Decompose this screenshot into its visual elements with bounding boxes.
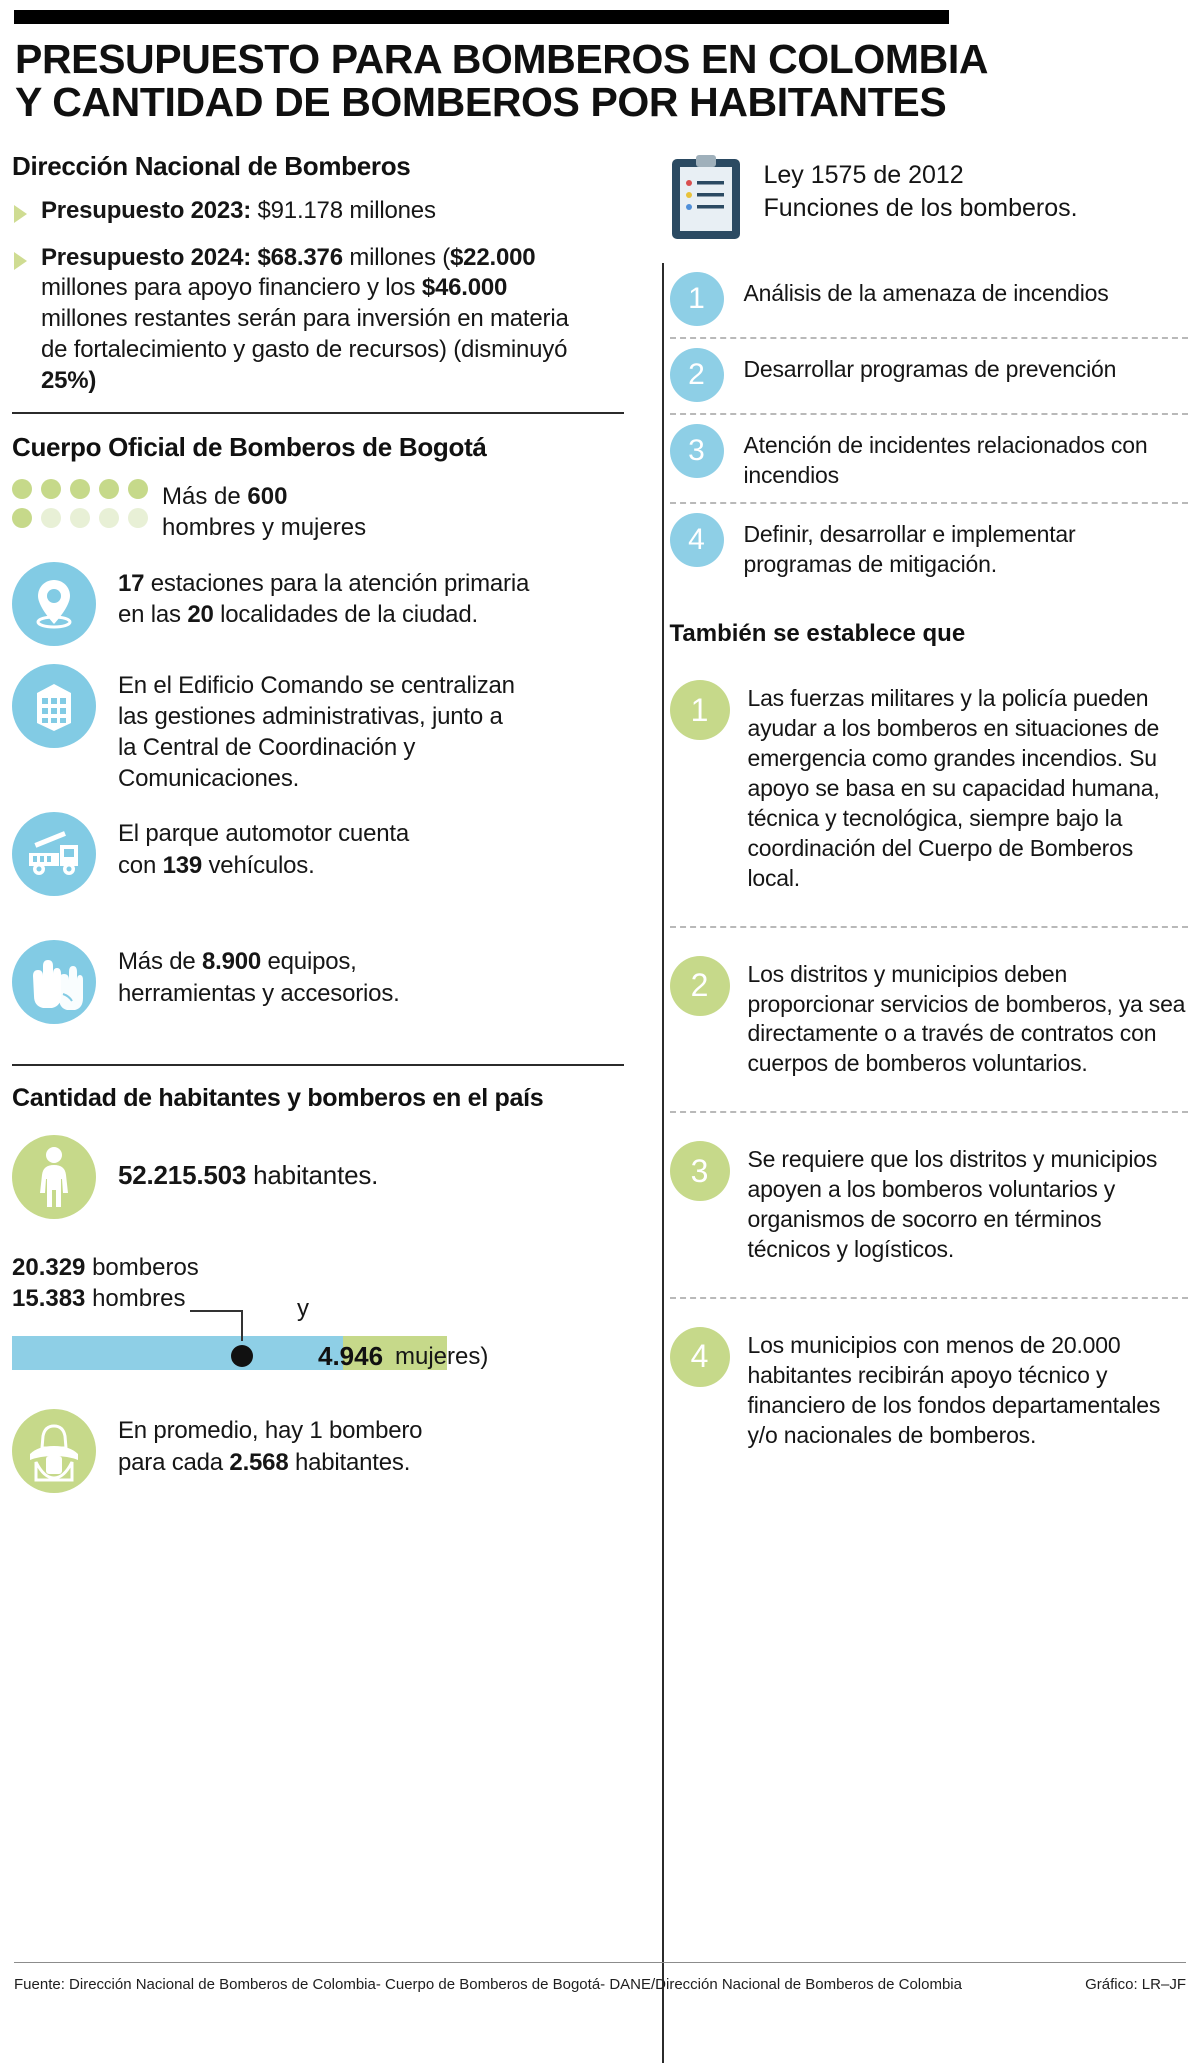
footer: [14, 1976, 1186, 1993]
number-badge: 1: [670, 680, 730, 740]
number-badge: 4: [670, 513, 724, 567]
fact-row-equipment: [12, 940, 624, 1024]
ratio-line1: En promedio, hay 1 bombero: [118, 1417, 423, 1445]
functions-list: [670, 263, 1189, 591]
law-title: [764, 153, 1078, 226]
clipboard-icon: [670, 153, 742, 241]
page-title: [15, 38, 1188, 125]
content-columns: [12, 151, 1188, 1493]
ratio-value: 2.568: [229, 1448, 289, 1476]
dots-row-top: [12, 479, 162, 499]
dashed-divider: [670, 1111, 1189, 1113]
function-item-3: [670, 415, 1189, 502]
dot-filled: [128, 479, 148, 499]
footer-rule: [14, 1962, 1186, 1963]
provision-item-1: [670, 668, 1189, 909]
provisions-title: También se establece que: [669, 620, 966, 648]
fact-text-population: [118, 1135, 378, 1193]
horizontal-rule-2: [12, 1064, 624, 1066]
gloves-icon: [12, 940, 96, 1024]
provision-text: Se requiere que los distritos y municipios apoyen a los bomberos voluntarios y organismos de socorro en términos técnicos y logísticos.: [747, 1146, 1158, 1262]
provision-item-2: [670, 944, 1189, 1096]
fact-text-equipment: Más de 8.900 equipos, herramientas y accesorios.: [118, 948, 400, 1007]
dot-filled: [12, 508, 32, 528]
location-pin-icon: [12, 562, 96, 646]
function-text: Desarrollar programas de prevención: [743, 355, 1117, 382]
function-item-4: [670, 504, 1189, 591]
provision-item-4: [670, 1315, 1189, 1467]
dot-filled: [99, 479, 119, 499]
section-title-dnb: Dirección Nacional de Bomberos: [12, 150, 411, 181]
provision-item-3: [670, 1129, 1189, 1281]
dashed-divider: [670, 926, 1189, 928]
building-icon: [12, 664, 96, 748]
number-badge: 3: [670, 424, 724, 478]
population-value: 52.215.503: [118, 1160, 247, 1191]
women-unit: mujeres): [395, 1343, 489, 1371]
dot-empty: [128, 508, 148, 528]
law-name: Ley 1575 de 2012: [763, 160, 964, 189]
men-value: 15.383: [12, 1284, 86, 1312]
personnel-value: 600: [247, 483, 288, 511]
personnel-label: [162, 479, 366, 543]
function-text: Definir, desarrollar e implementar programas de mitigación.: [743, 520, 1076, 577]
bullet-text-2024: Presupuesto 2024: $68.376 millones ($22.000 millones para apoyo financiero y los $46.000 millones restantes serán para inversión en materia de fortalecimiento y gasto de recursos) (disminuyó 25%): [41, 243, 569, 394]
bullet-item-budget-2023: [12, 196, 624, 227]
number-badge: 4: [670, 1327, 730, 1387]
function-text: Análisis de la amenaza de incendios: [743, 279, 1109, 306]
page-title-line1: PRESUPUESTO PARA BOMBEROS EN COLOMBIA: [15, 36, 989, 82]
left-column: [12, 151, 646, 1493]
triangle-bullet-icon: [14, 205, 27, 223]
fact-row-stations: [12, 562, 624, 646]
function-text: Atención de incidentes relacionados con incendios: [743, 431, 1148, 488]
section-title-country: Cantidad de habitantes y bomberos en el país: [12, 1084, 544, 1113]
personnel-dots-block: [12, 479, 624, 543]
provision-text: Los distritos y municipios deben proporcionar servicios de bomberos, ya sea directamente o a través de contratos con cuerpos de bomberos voluntarios.: [747, 960, 1186, 1077]
number-badge: 3: [670, 1141, 730, 1201]
fact-text-stations: 17 estaciones para la atención primaria en las 20 localidades de la ciudad.: [118, 569, 530, 628]
firefighters-total-unit: bomberos: [85, 1254, 199, 1282]
bar-chart-labels: [12, 1253, 624, 1313]
bullet-item-budget-2024: [12, 243, 624, 397]
firefighter-helmet-icon: [12, 1409, 96, 1493]
dot-filled: [41, 479, 61, 499]
budget-2023-label: Presupuesto 2023:: [41, 196, 252, 224]
source-text: Fuente: Dirección Nacional de Bomberos de Colombia- Cuerpo de Bomberos de Bogotá- DANE/Dirección Nacional de Bomberos de Colombia: [14, 1976, 962, 1993]
bar-segment-men: [12, 1336, 343, 1370]
law-header: [670, 153, 1189, 241]
fact-row-vehicles: [12, 812, 624, 896]
fact-text-building: En el Edificio Comando se centralizan las gestiones administrativas, junto a la Central de Coordinación y Comunicaciones.: [118, 671, 515, 793]
person-icon: [12, 1135, 96, 1219]
men-unit: hombres: [85, 1284, 186, 1312]
provisions-list: [670, 668, 1189, 1466]
provision-text: Las fuerzas militares y la policía pueden ayudar a los bomberos en situaciones de emergencia como grandes incendios. Su apoyo se basa en su capacidad humana, técnica y tecnológica, siempre bajo la coordinación del Cuerpo de Bomberos local.: [747, 685, 1160, 891]
page-title-line2: Y CANTIDAD DE BOMBEROS POR HABITANTES: [15, 79, 947, 126]
fire-truck-icon: [12, 812, 96, 896]
conjunction-label: y: [297, 1295, 309, 1323]
dot-empty: [41, 508, 61, 528]
ratio-prefix: para cada: [118, 1448, 230, 1476]
function-item-1: [670, 263, 1189, 337]
fact-row-population: [12, 1135, 624, 1219]
firefighters-total-value: 20.329: [12, 1254, 86, 1282]
ratio-suffix: habitantes.: [288, 1448, 411, 1476]
personnel-prefix: Más de: [162, 483, 248, 511]
dot-empty: [70, 508, 90, 528]
fact-row-building: [12, 664, 624, 795]
horizontal-rule: [12, 412, 624, 414]
dot-filled: [70, 479, 90, 499]
law-subject: Funciones de los bomberos.: [763, 194, 1078, 223]
dots-row-bottom: [12, 508, 162, 528]
top-rule: [14, 10, 949, 24]
right-column: [646, 151, 1189, 1493]
number-badge: 2: [670, 956, 730, 1016]
fact-row-ratio: [12, 1409, 624, 1493]
firefighters-bar-chart: [12, 1253, 624, 1403]
number-badge: 1: [670, 272, 724, 326]
fact-text-vehicles: El parque automotor cuenta con 139 vehículos.: [118, 820, 409, 879]
women-value: 4.946: [318, 1341, 384, 1372]
dashed-divider: [670, 1297, 1189, 1299]
function-item-2: [670, 339, 1189, 413]
credit-text: Gráfico: LR–JF: [1085, 1976, 1186, 1993]
number-badge: 2: [670, 348, 724, 402]
leader-line: [190, 1305, 260, 1343]
dot-filled: [12, 479, 32, 499]
triangle-bullet-icon: [14, 252, 27, 270]
budget-2023-value: $91.178 millones: [251, 196, 436, 224]
bullet-text-2023: [41, 196, 436, 227]
dots-grid: [12, 479, 162, 537]
fact-text-ratio: [118, 1409, 422, 1477]
population-unit: habitantes.: [246, 1160, 379, 1191]
dot-empty: [99, 508, 119, 528]
provision-text: Los municipios con menos de 20.000 habitantes recibirán apoyo técnico y financiero de los fondos departamentales y/o nacionales de bomberos.: [747, 1331, 1161, 1448]
infographic-root: [0, 10, 1200, 2007]
section-title-bogota: Cuerpo Oficial de Bomberos de Bogotá: [12, 432, 487, 463]
personnel-unit: hombres y mujeres: [162, 514, 367, 542]
